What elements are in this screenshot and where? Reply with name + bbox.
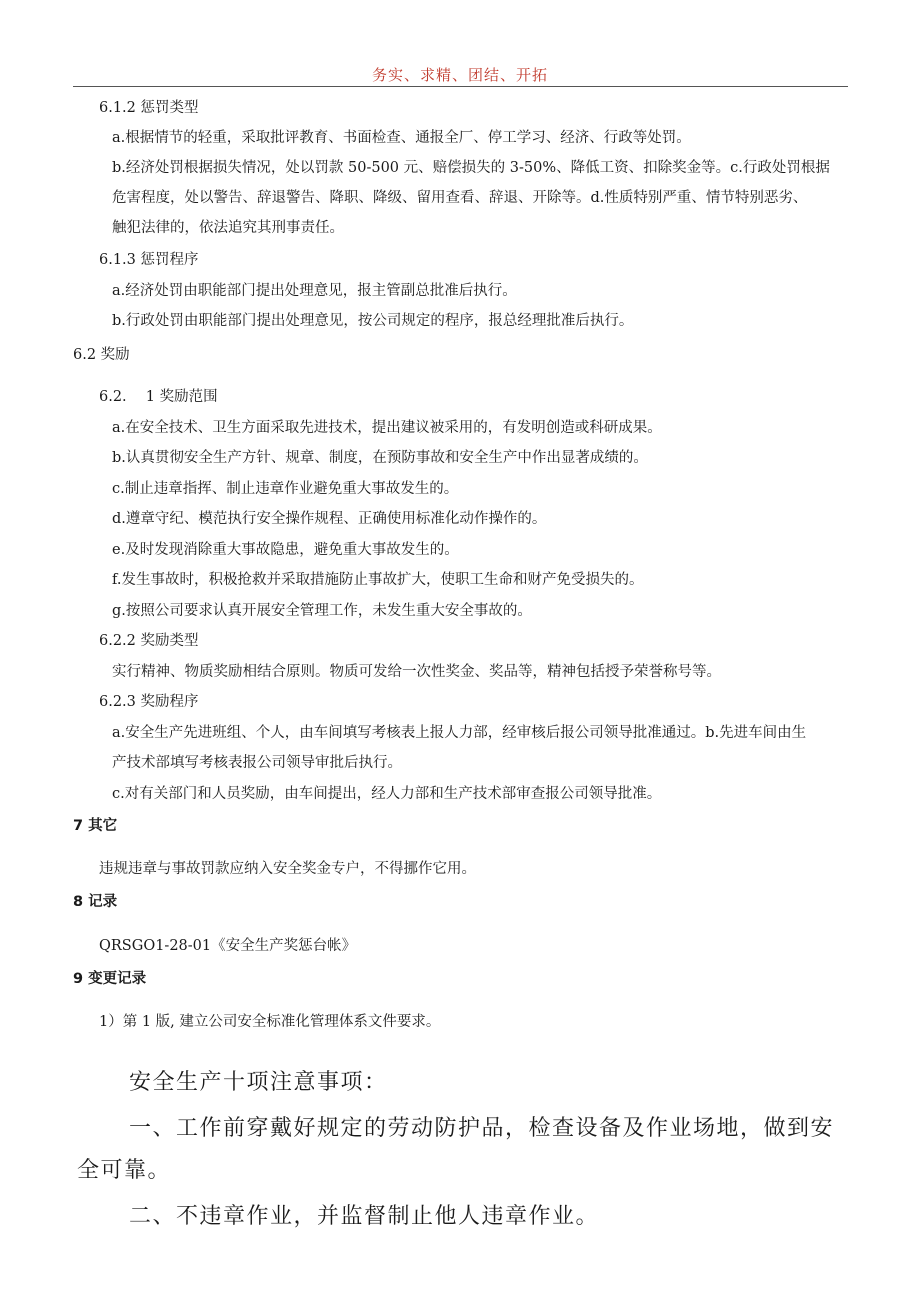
- list-item: e.及时发现消除重大事故隐患，避免重大事故发生的。: [112, 542, 459, 558]
- list-item: d.遵章守纪、模范执行安全操作规程、正确使用标准化动作操作的。: [112, 511, 547, 527]
- list-item: b.认真贯彻安全生产方针、规章、制度，在预防事故和安全生产中作出显著成绩的。: [112, 450, 648, 466]
- change-record-item: 1）第 1 版, 建立公司安全标准化管理体系文件要求。: [99, 1014, 441, 1030]
- safety-note-1-cont: 全可靠。: [77, 1158, 172, 1183]
- paragraph-line: 违规违章与事故罚款应纳入安全奖金专户，不得挪作它用。: [99, 861, 476, 877]
- safety-notes-title: 安全生产十项注意事项：: [129, 1070, 388, 1095]
- heading-6-1-2: 6.1.2 惩罚类型: [99, 100, 199, 116]
- list-item: c.制止违章指挥、制止违章作业避免重大事故发生的。: [112, 481, 459, 497]
- paragraph-line: a.安全生产先进班组、个人，由车间填写考核表上报人力部，经审核后报公司领导批准通过。b.先进车间由生: [112, 725, 807, 741]
- heading-6-2-3: 6.2.3 奖励程序: [99, 694, 199, 710]
- safety-note-2: 二、不违章作业，并监督制止他人违章作业。: [129, 1204, 600, 1229]
- header-divider: [73, 86, 848, 87]
- paragraph-line: 触犯法律的，依法追究其刑事责任。: [112, 220, 344, 236]
- paragraph-line: b.行政处罚由职能部门提出处理意见，按公司规定的程序，报总经理批准后执行。: [112, 313, 634, 329]
- heading-7: 7 其它: [73, 818, 118, 834]
- heading-6-2-2: 6.2.2 奖励类型: [99, 633, 199, 649]
- paragraph-line: 实行精神、物质奖励相结合原则。物质可发给一次性奖金、奖品等，精神包括授予荣誉称号等。: [112, 664, 721, 680]
- list-item: g.按照公司要求认真开展安全管理工作，未发生重大安全事故的。: [112, 603, 532, 619]
- paragraph-line: a.根据情节的轻重，采取批评教育、书面检查、通报全厂、停工学习、经济、行政等处罚。: [112, 130, 691, 146]
- record-code: QRSGO1-28-01《安全生产奖惩台帐》: [99, 938, 357, 954]
- paragraph-line: b.经济处罚根据损失情况，处以罚款 50-500 元、赔偿损失的 3-50%、降低工资、扣除奖金等。c.行政处罚根据: [112, 160, 830, 176]
- paragraph-line: 产技术部填写考核表报公司领导审批后执行。: [112, 755, 402, 771]
- paragraph-line: 危害程度，处以警告、辞退警告、降职、降级、留用查看、辞退、开除等。d.性质特别严重、情节特别恶劣、: [112, 190, 808, 206]
- list-item: f.发生事故时，积极抢救并采取措施防止事故扩大，使职工生命和财产免受损失的。: [112, 572, 644, 588]
- paragraph-line: a.经济处罚由职能部门提出处理意见，报主管副总批准后执行。: [112, 283, 517, 299]
- safety-note-1: 一、工作前穿戴好规定的劳动防护品，检查设备及作业场地，做到安: [129, 1116, 835, 1141]
- heading-6-2-1: 6.2. 1 奖励范围: [99, 389, 218, 405]
- paragraph-line: c.对有关部门和人员奖励，由车间提出，经人力部和生产技术部审查报公司领导批准。: [112, 786, 662, 802]
- list-item: a.在安全技术、卫生方面采取先进技术，提出建议被采用的，有发明创造或科研成果。: [112, 420, 662, 436]
- header-motto: 务实、求精、团结、开拓: [371, 66, 548, 84]
- heading-6-1-3: 6.1.3 惩罚程序: [99, 252, 199, 268]
- heading-9: 9 变更记录: [73, 971, 147, 987]
- heading-8: 8 记录: [73, 894, 118, 910]
- heading-6-2: 6.2 奖励: [73, 347, 130, 363]
